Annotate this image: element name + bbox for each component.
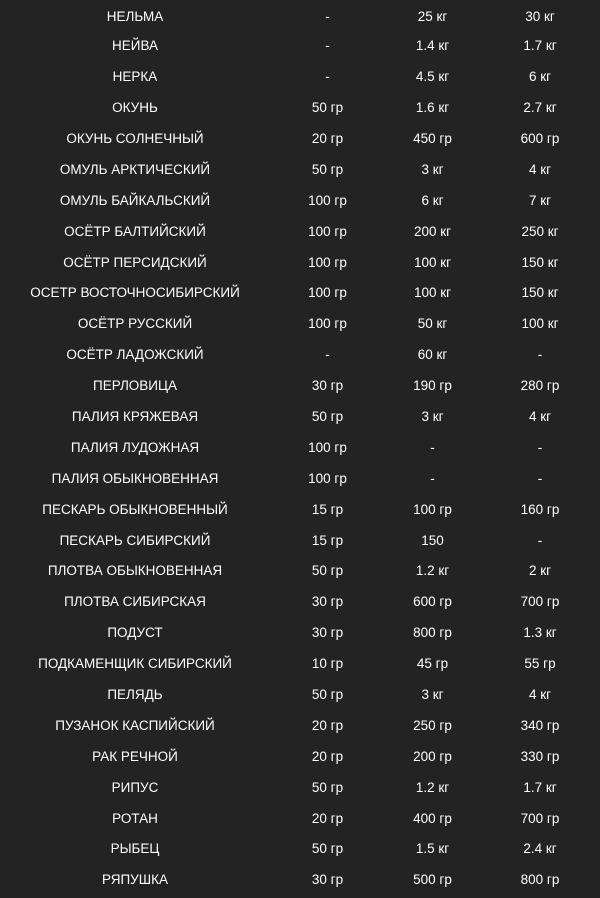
min-weight-cell: 100 гр	[308, 223, 347, 239]
min-weight-cell: 100 гр	[308, 285, 347, 301]
trophy-weight-cell: 100 кг	[413, 254, 452, 270]
record-weight-cell: 6 кг	[528, 69, 552, 85]
record-weight-cell: -	[537, 439, 543, 455]
trophy-weight-cell: 1.5 кг	[415, 841, 450, 857]
trophy-weight-cell: 50 кг	[417, 316, 448, 332]
trophy-weight-cell: 6 кг	[421, 192, 444, 208]
trophy-weight-cell: 100 гр	[413, 501, 452, 517]
record-weight-cell: 800 гр	[520, 872, 560, 888]
min-weight-cell: 100 гр	[308, 439, 347, 455]
table-row	[0, 402, 600, 433]
record-weight-cell: 30 кг	[525, 9, 555, 25]
fish-name-cell: ОСЕТР ВОСТОЧНОСИБИРСКИЙ	[30, 285, 240, 301]
min-weight-cell: -	[325, 69, 330, 85]
fish-name-cell: ОКУНЬ СОЛНЕЧНЫЙ	[66, 131, 204, 146]
trophy-weight-cell: 200 кг	[413, 223, 452, 239]
record-weight-cell: 7 кг	[528, 192, 552, 208]
table-row	[0, 124, 600, 155]
trophy-weight-cell: 400 гр	[413, 810, 452, 826]
fish-name-cell: НЕЙВА	[111, 38, 159, 54]
fish-name-cell: НЕРКА	[112, 69, 158, 85]
fish-name-cell: ОКУНЬ	[112, 100, 158, 116]
table-row	[0, 93, 600, 124]
table-row	[0, 154, 600, 185]
record-weight-cell: 150 кг	[521, 254, 559, 270]
record-weight-cell: 4 кг	[528, 161, 552, 177]
min-weight-cell: 20 гр	[311, 810, 344, 826]
min-weight-cell: -	[325, 9, 330, 25]
record-weight-cell: 4 кг	[528, 409, 552, 425]
table-row	[0, 31, 600, 62]
fish-name-cell: ПУЗАНОК КАСПИЙСКИЙ	[55, 717, 215, 733]
min-weight-cell: 50 гр	[311, 687, 344, 703]
min-weight-cell: 50 гр	[311, 409, 344, 425]
trophy-weight-cell: 3 кг	[421, 687, 444, 703]
fish-name-cell: НЕЛЬМА	[106, 9, 164, 25]
fish-name-cell: ПАЛИЯ КРЯЖЕВАЯ	[71, 409, 199, 425]
fish-name-cell: ОСЁТР РУССКИЙ	[77, 316, 193, 332]
min-weight-cell: 20 гр	[311, 748, 344, 764]
trophy-weight-cell: -	[430, 470, 435, 486]
trophy-weight-cell: 1.4 кг	[415, 38, 450, 54]
table-row	[0, 772, 600, 803]
fish-name-cell: ПЕСКАРЬ ОБЫКНОВЕННЫЙ	[42, 501, 228, 517]
record-weight-cell: -	[537, 347, 543, 363]
table-row	[0, 0, 600, 31]
table-row	[0, 309, 600, 340]
min-weight-cell: 30 гр	[311, 625, 344, 641]
trophy-weight-cell: 1.6 кг	[415, 100, 450, 116]
trophy-weight-cell: 190 гр	[413, 378, 452, 394]
min-weight-cell: 30 гр	[311, 594, 344, 610]
table-row	[0, 834, 600, 865]
table-row	[0, 741, 600, 772]
trophy-weight-cell: 500 гр	[413, 872, 452, 888]
min-weight-cell: 100 гр	[308, 470, 347, 486]
table-row	[0, 432, 600, 463]
min-weight-cell: 50 гр	[311, 161, 344, 177]
min-weight-cell: 100 гр	[308, 254, 347, 270]
record-weight-cell: 2.7 кг	[523, 100, 557, 116]
record-weight-cell: 4 кг	[528, 687, 552, 703]
trophy-weight-cell: 45 гр	[416, 656, 449, 672]
fish-name-cell: ПАЛИЯ ОБЫКНОВЕННАЯ	[51, 470, 219, 486]
table-row	[0, 62, 600, 93]
min-weight-cell: 100 гр	[308, 316, 347, 332]
trophy-weight-cell: 600 гр	[413, 594, 452, 610]
record-weight-cell: 280 гр	[520, 378, 560, 394]
trophy-weight-cell: 3 кг	[421, 161, 444, 177]
trophy-weight-cell: 3 кг	[421, 409, 444, 425]
table-row	[0, 278, 600, 309]
min-weight-cell: -	[325, 347, 330, 363]
fish-name-cell: ПАЛИЯ ЛУДОЖНАЯ	[70, 439, 200, 455]
record-weight-cell: 1.3 кг	[523, 625, 557, 641]
record-weight-cell: 55 гр	[524, 656, 556, 672]
record-weight-cell: -	[537, 470, 543, 486]
table-row	[0, 649, 600, 680]
fish-name-cell: РЯПУШКА	[102, 872, 168, 888]
record-weight-cell: 330 гр	[520, 748, 560, 764]
fish-name-cell: ПЛОТВА ОБЫКНОВЕННАЯ	[47, 563, 223, 579]
table-row	[0, 463, 600, 494]
record-weight-cell: 150 кг	[521, 285, 559, 301]
trophy-weight-cell: 25 кг	[417, 9, 448, 25]
trophy-weight-cell: 450 гр	[413, 131, 452, 146]
table-row	[0, 216, 600, 247]
trophy-weight-cell: 250 гр	[413, 717, 452, 733]
min-weight-cell: 100 гр	[308, 192, 347, 208]
record-weight-cell: 250 кг	[521, 223, 559, 239]
fish-name-cell: РОТАН	[112, 810, 158, 826]
min-weight-cell: 50 гр	[311, 563, 344, 579]
min-weight-cell: 15 гр	[311, 532, 344, 548]
fish-name-cell: РИПУС	[111, 779, 159, 795]
trophy-weight-cell: 1.2 кг	[415, 779, 450, 795]
min-weight-cell: 30 гр	[311, 378, 344, 394]
table-row	[0, 525, 600, 556]
fish-name-cell: РАК РЕЧНОЙ	[92, 748, 178, 764]
fish-name-cell: РЫБЕЦ	[110, 841, 160, 857]
record-weight-cell: 1.7 кг	[523, 779, 557, 795]
min-weight-cell: 15 гр	[311, 501, 344, 517]
fish-name-cell: ПЛОТВА СИБИРСКАЯ	[64, 594, 206, 610]
trophy-weight-cell: 60 кг	[417, 347, 448, 363]
table-row	[0, 494, 600, 525]
table-row	[0, 710, 600, 741]
trophy-weight-cell: 1.2 кг	[415, 563, 450, 579]
record-weight-cell: 1.7 кг	[523, 38, 557, 54]
trophy-weight-cell: 800 гр	[413, 625, 452, 641]
fish-name-cell: ПОДУСТ	[107, 625, 163, 641]
min-weight-cell: 50 гр	[311, 841, 344, 857]
table-row	[0, 618, 600, 649]
min-weight-cell: 30 гр	[311, 872, 344, 888]
table-row	[0, 865, 600, 896]
trophy-weight-cell: 200 гр	[413, 748, 452, 764]
record-weight-cell: 160 гр	[520, 501, 560, 517]
trophy-weight-cell: 100 кг	[413, 285, 452, 301]
record-weight-cell: -	[537, 532, 543, 548]
record-weight-cell: 600 гр	[520, 131, 560, 146]
table-row	[0, 587, 600, 618]
record-weight-cell: 2.4 кг	[523, 841, 557, 857]
table-row	[0, 803, 600, 834]
record-weight-cell: 2 кг	[528, 563, 552, 579]
fish-name-cell: ОСЁТР БАЛТИЙСКИЙ	[64, 223, 206, 239]
min-weight-cell: 50 гр	[311, 100, 344, 116]
record-weight-cell: 340 гр	[520, 717, 560, 733]
fish-name-cell: ПЕЛЯДЬ	[107, 687, 163, 703]
record-weight-cell: 100 кг	[521, 316, 559, 332]
min-weight-cell: 20 гр	[311, 717, 344, 733]
min-weight-cell: -	[325, 38, 330, 54]
fish-name-cell: ПОДКАМЕНЩИК СИБИРСКИЙ	[38, 656, 232, 672]
trophy-weight-cell: -	[430, 439, 435, 455]
table-row	[0, 371, 600, 402]
table-row	[0, 185, 600, 216]
table-row	[0, 340, 600, 371]
min-weight-cell: 50 гр	[311, 779, 344, 795]
table-row	[0, 556, 600, 587]
record-weight-cell: 700 гр	[520, 810, 560, 826]
trophy-weight-cell: 150	[421, 532, 444, 548]
fish-name-cell: ОМУЛЬ АРКТИЧЕСКИЙ	[59, 161, 211, 177]
min-weight-cell: 10 гр	[311, 656, 344, 672]
fish-name-cell: ПЕСКАРЬ СИБИРСКИЙ	[59, 532, 211, 548]
fish-name-cell: ПЕРЛОВИЦА	[92, 378, 177, 394]
table-row	[0, 680, 600, 711]
fish-name-cell: ОСЁТР ЛАДОЖСКИЙ	[66, 347, 204, 363]
fish-name-cell: ОСЁТР ПЕРСИДСКИЙ	[63, 254, 207, 270]
min-weight-cell: 20 гр	[311, 131, 344, 146]
table-row	[0, 247, 600, 278]
trophy-weight-cell: 4.5 кг	[415, 69, 450, 85]
record-weight-cell: 700 гр	[520, 594, 560, 610]
fish-name-cell: ОМУЛЬ БАЙКАЛЬСКИЙ	[59, 192, 211, 208]
